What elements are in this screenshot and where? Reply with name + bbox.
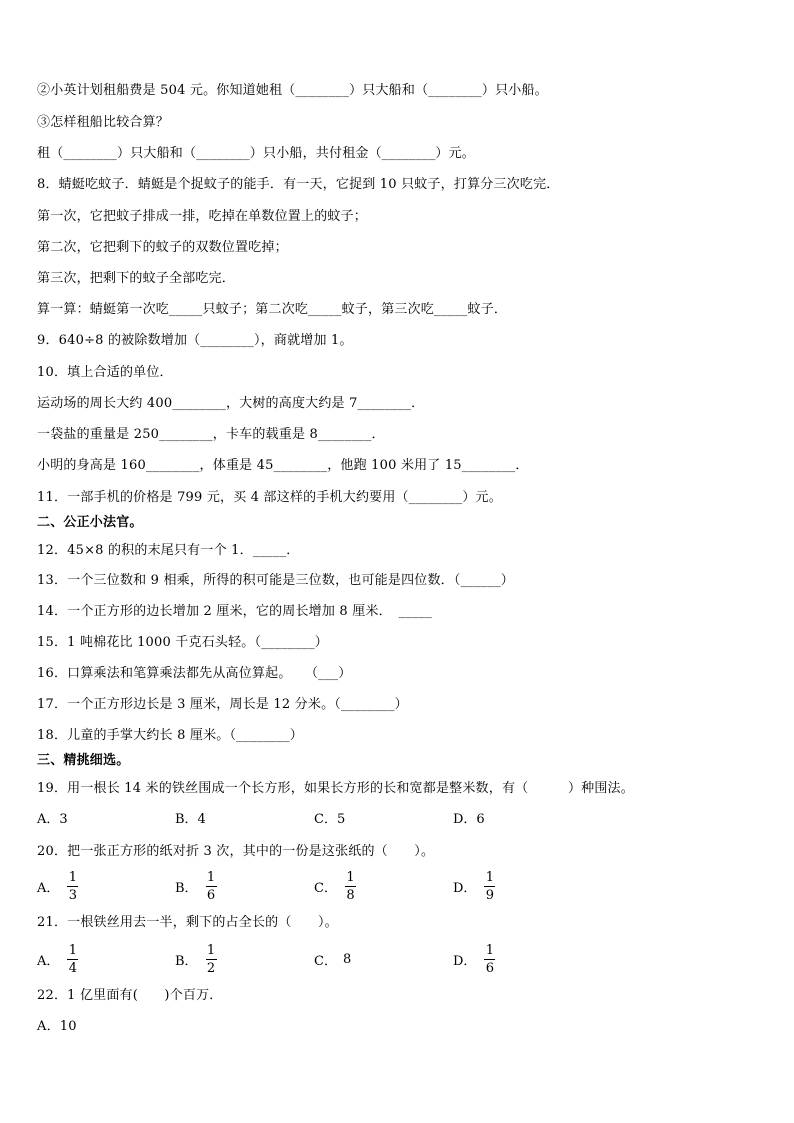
question-14: 14．一个正方形的边长增加 2 厘米，它的周长增加 8 厘米． _____ <box>37 604 433 619</box>
numerator: 1 <box>206 942 216 958</box>
question-20: 20．把一张正方形的纸对折 3 次，其中的一份是这张纸的（ ）。 <box>37 844 435 859</box>
fraction-bar <box>67 886 78 887</box>
question-18: 18．儿童的手掌大约长 8 厘米。（________） <box>37 728 303 743</box>
fraction <box>67 870 78 903</box>
section-2-heading: 二、公正小法官。 <box>37 515 143 530</box>
fraction-bar <box>206 959 217 960</box>
question-17: 17．一个正方形边长是 3 厘米，周长是 12 分米。（________） <box>37 697 408 712</box>
denominator: 6 <box>206 887 216 903</box>
question-22-option-a[interactable]: A．10 <box>37 1019 77 1034</box>
numerator: 1 <box>206 869 216 885</box>
section-3-heading: 三、精挑细选。 <box>37 753 130 768</box>
option-a[interactable]: A．3 <box>37 812 68 827</box>
option-c[interactable]: C．5 <box>314 812 346 827</box>
question-8-step-3: 第三次，把剩下的蚊子全部吃完． <box>37 271 236 286</box>
fraction-bar <box>484 959 495 960</box>
option-label: D． <box>453 880 477 896</box>
question-21: 21．一根铁丝用去一半，剩下的占全长的（ ）。 <box>37 915 338 930</box>
option-d[interactable] <box>453 866 495 906</box>
question-8-step-1: 第一次，它把蚊子排成一排，吃掉在单数位置上的蚊子； <box>37 209 368 224</box>
question-7-part-2: ②小英计划租船费是 504 元。你知道她租（________）只大船和（________）只小船。 <box>37 83 548 98</box>
option-label: C． <box>314 953 337 969</box>
option-b[interactable] <box>175 939 217 979</box>
question-13: 13．一个三位数和 9 相乘，所得的积可能是三位数，也可能是四位数．（______） <box>37 573 514 588</box>
question-22: 22．1 亿里面有( )个百万． <box>37 988 223 1003</box>
numerator: 1 <box>346 869 355 885</box>
question-10: 10．填上合适的单位． <box>37 365 173 380</box>
fraction <box>206 870 217 903</box>
fraction <box>484 943 495 976</box>
fraction <box>67 943 78 976</box>
option-a[interactable] <box>37 939 78 979</box>
denominator: 3 <box>68 887 78 903</box>
fraction <box>345 870 356 903</box>
option-label: D． <box>453 953 477 969</box>
question-21-options <box>37 939 757 979</box>
denominator: 8 <box>346 887 355 903</box>
denominator: 6 <box>485 960 495 976</box>
option-b[interactable] <box>175 866 217 906</box>
fraction-bar <box>67 959 78 960</box>
option-b[interactable]: B．4 <box>175 812 206 827</box>
question-7-part-3-title: ③怎样租船比较合算？ <box>37 115 170 130</box>
question-12: 12．45×8 的积的末尾只有一个 1．_____． <box>37 543 300 558</box>
question-8-calc: 算一算：蜻蜓第一次吃_____只蚊子；第二次吃_____蚊子，第三次吃_____蚊子． <box>37 302 508 317</box>
numerator: 1 <box>68 869 78 885</box>
option-label: A． <box>37 880 60 896</box>
numerator: 1 <box>68 942 78 958</box>
denominator: 9 <box>485 887 495 903</box>
question-20-options <box>37 866 757 906</box>
option-label: B． <box>175 880 198 896</box>
option-label: C． <box>314 880 337 896</box>
question-16: 16．口算乘法和笔算乘法都先从高位算起。 （___） <box>37 666 352 681</box>
fraction <box>206 943 217 976</box>
option-label: B． <box>175 953 198 969</box>
question-9: 9．640÷8 的被除数增加（________），商就增加 1。 <box>37 333 353 348</box>
option-c[interactable] <box>314 866 356 906</box>
option-c[interactable] <box>314 939 351 979</box>
numerator: 1 <box>485 942 495 958</box>
question-7-part-3: 租（________）只大船和（________）只小船，共付租金（________）元。 <box>37 146 476 161</box>
option-a[interactable] <box>37 866 78 906</box>
option-d[interactable]: D．6 <box>453 812 485 827</box>
question-19: 19．用一根长 14 米的铁丝围成一个长方形，如果长方形的长和宽都是整米数，有（ ）种围法。 <box>37 781 634 796</box>
option-value: 8 <box>342 951 352 967</box>
denominator: 4 <box>68 960 78 976</box>
question-10-line-2: 一袋盐的重量是 250________，卡车的载重是 8________． <box>37 427 385 442</box>
question-11: 11．一部手机的价格是 799 元，买 4 部这样的手机大约要用（________）元。 <box>37 490 502 505</box>
numerator: 1 <box>485 869 495 885</box>
option-label: A． <box>37 953 60 969</box>
question-10-line-1: 运动场的周长大约 400________，大树的高度大约是 7________． <box>37 396 425 411</box>
denominator: 2 <box>206 960 216 976</box>
question-8: 8．蜻蜓吃蚊子．蜻蜓是个捉蚊子的能手．有一天，它捉到 10 只蚊子，打算分三次吃完． <box>37 177 560 192</box>
fraction-bar <box>206 886 217 887</box>
fraction-bar <box>345 886 356 887</box>
question-8-step-2: 第二次，它把剩下的蚊子的双数位置吃掉； <box>37 240 288 255</box>
question-10-line-3: 小明的身高是 160________，体重是 45________，他跑 100 米用了 15________． <box>37 458 529 473</box>
fraction-bar <box>484 886 495 887</box>
fraction <box>484 870 495 903</box>
option-d[interactable] <box>453 939 495 979</box>
question-15: 15．1 吨棉花比 1000 千克石头轻。（________） <box>37 635 328 650</box>
